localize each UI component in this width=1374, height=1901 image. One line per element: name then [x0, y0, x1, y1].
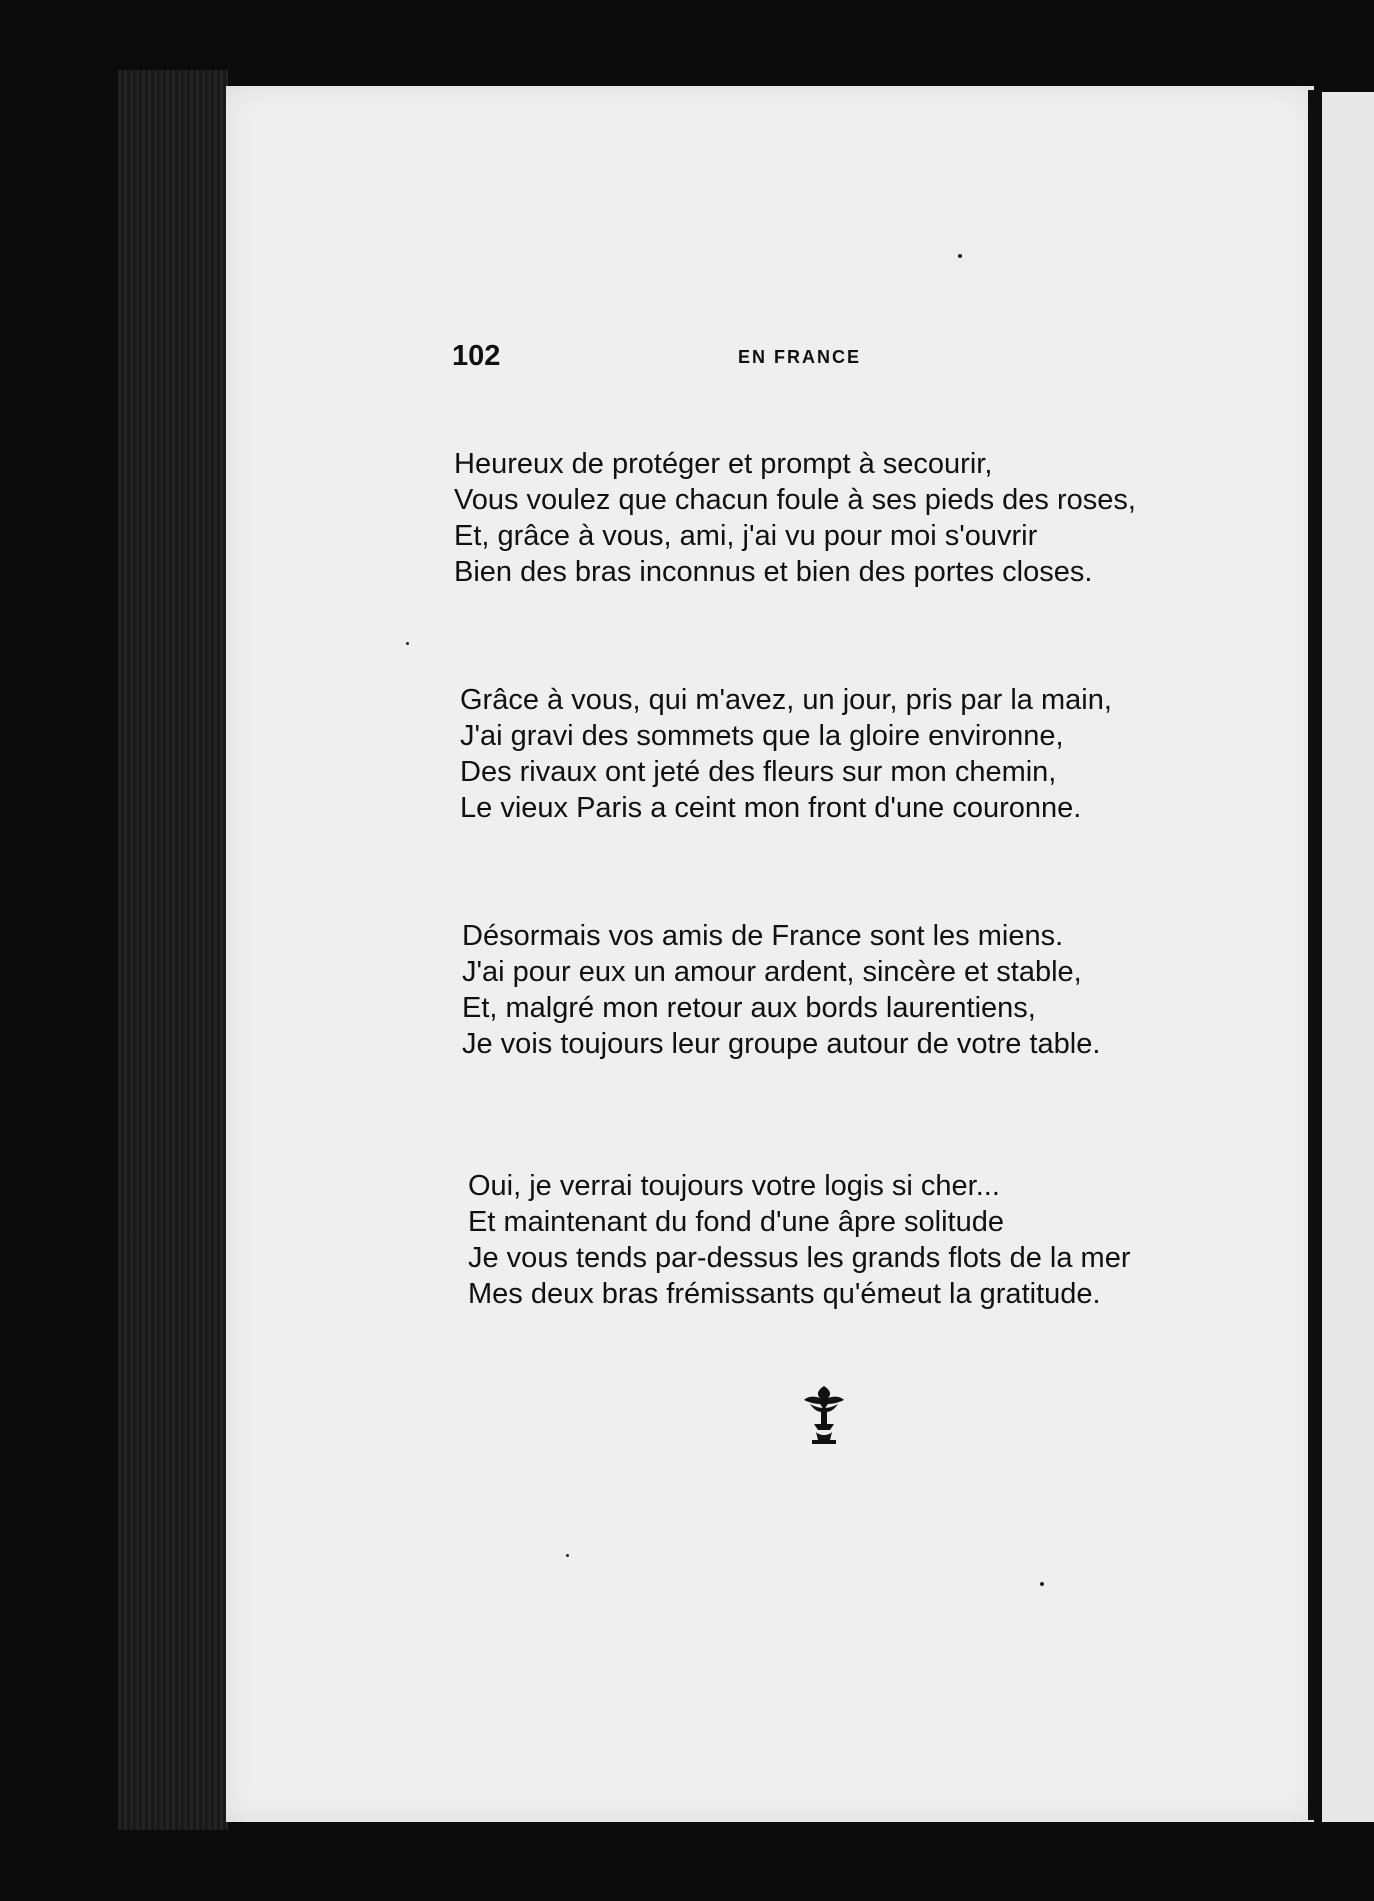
scan-speck	[406, 642, 409, 645]
verse-line: Et, malgré mon retour aux bords laurentiens,	[462, 992, 1036, 1024]
fleuron-ornament-icon	[796, 1384, 852, 1446]
verse-line: Vous voulez que chacun foule à ses pieds des roses,	[454, 484, 1136, 516]
scan-speck	[1040, 1582, 1044, 1586]
stanza-3	[462, 918, 1100, 1062]
scan-speck	[566, 1554, 569, 1557]
stanza-1	[454, 446, 1136, 590]
running-title: EN FRANCE	[738, 347, 862, 367]
verse-line: Je vous tends par-dessus les grands flots de la mer	[468, 1242, 1131, 1274]
page-number: 102	[452, 340, 501, 372]
verse-line: J'ai pour eux un amour ardent, sincère et stable,	[462, 956, 1082, 988]
verse-line: Le vieux Paris a ceint mon front d'une couronne.	[460, 792, 1082, 824]
verse-line: Et, grâce à vous, ami, j'ai vu pour moi s'ouvrir	[454, 520, 1038, 552]
scan-speck	[958, 254, 962, 258]
verse-line: Heureux de protéger et prompt à secourir,	[454, 448, 993, 480]
book-spine-edge	[118, 70, 228, 1830]
verse-line: Grâce à vous, qui m'avez, un jour, pris par la main,	[460, 684, 1112, 716]
verse-line: Des rivaux ont jeté des fleurs sur mon chemin,	[460, 756, 1057, 788]
scan-speck	[130, 1230, 134, 1236]
verse-line: Et maintenant du fond d'une âpre solitude	[468, 1206, 1004, 1238]
page-gutter-shadow	[1308, 90, 1322, 1820]
stanza-2	[460, 682, 1112, 826]
verse-line: Mes deux bras frémissants qu'émeut la gratitude.	[468, 1278, 1101, 1310]
verse-line: Bien des bras inconnus et bien des portes closes.	[454, 556, 1093, 588]
verse-line: Désormais vos amis de France sont les miens.	[462, 920, 1064, 952]
verse-line: Je vois toujours leur groupe autour de votre table.	[462, 1028, 1101, 1060]
running-head	[452, 340, 952, 380]
adjacent-page-sliver	[1322, 92, 1374, 1822]
verse-line: J'ai gravi des sommets que la gloire environne,	[460, 720, 1064, 752]
stanza-4	[468, 1168, 1131, 1312]
verse-line: Oui, je verrai toujours votre logis si cher...	[468, 1170, 1000, 1202]
